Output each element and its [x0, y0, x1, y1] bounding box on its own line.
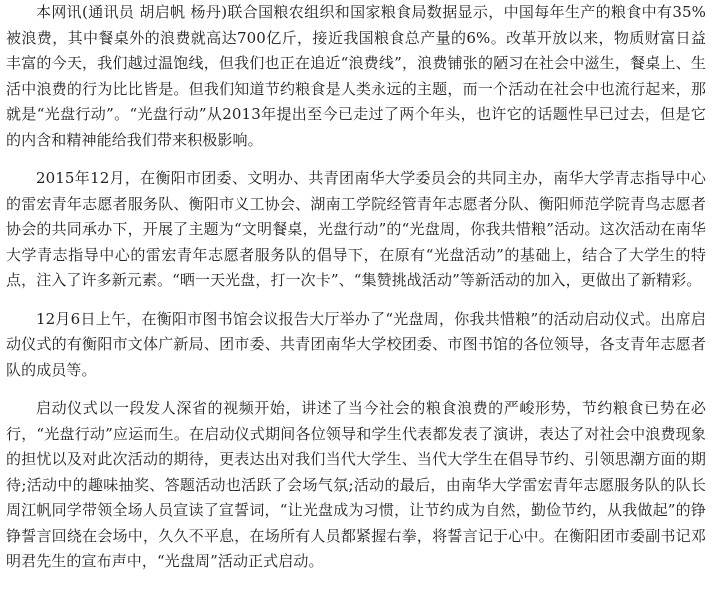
article-paragraph-ceremony: 12月6日上午，在衡阳市图书馆会议报告大厅举办了“光盘周，你我共惜粮”的活动启动仪式。出席启动仪式的有衡阳市文体广新局、团市委、共青团南华大学校团委、市图书馆的各位领导，各支青年志愿者队的成员等。	[6, 309, 706, 379]
article-paragraph-organizers: 2015年12月，在衡阳市团委、文明办、共青团南华大学委员会的共同主办，南华大学青志指导中心的雷宏青年志愿者服务队、衡阳市义工协会、湖南工学院经管青年志愿者分队、衡阳师范学院青鸟志愿者协会的共同承办下，开展了主题为“文明餐桌，光盘行动”的“光盘周，你我共惜粮”活动。这次活动在南华大学青志指导中心的雷宏青年志愿者服务队的倡导下，在原有“光盘活动”的基础上，结合了大学生的特点，注入了许多新元素。“晒一天光盘，打一次卡”、“集赞挑战活动”等新活动的加入，更做出了新精彩。	[6, 169, 706, 289]
article-paragraph-intro: 本网讯(通讯员 胡启帆 杨丹)联合国粮农组织和国家粮食局数据显示，中国每年生产的粮食中有35%被浪费，其中餐桌外的浪费就高达700亿斤，接近我国粮食总产量的6%。改革开放以来，物质财富日益丰富的今天，我们越过温饱线，但我们也正在追近“浪费线”，浪费铺张的陋习在社会中滋生，餐桌上、生活中浪费的行为比比皆是。但我们知道节约粮食是人类永远的主题，而一个活动在社会中也流行起来，那就是“光盘行动”。“光盘行动”从2013年提出至今已走过了两个年头，也许它的话题性早已过去，但是它的内含和精神能给我们带来积极影响。	[6, 3, 706, 149]
article-paragraph-launch: 启动仪式以一段发人深省的视频开始，讲述了当今社会的粮食浪费的严峻形势，节约粮食已势在必行，“光盘行动”应运而生。在启动仪式期间各位领导和学生代表都发表了演讲，表达了对社会中浪费现象的担忧以及对此次活动的期待，更表达出对我们当代大学生、当代大学生在倡导节约、引领思潮方面的期待;活动中的趣味抽奖、答题活动也活跃了会场气氛;活动的最后，由南华大学雷宏青年志愿服务队的队长周江帆同学带领全场人员宣读了宣誓词，“让光盘成为习惯，让节约成为自然，勤俭节约，从我做起”的铮铮誓言回绕在会场中，久久不平息，在场所有人员都紧握右拳，将誓言记于心中。在衡阳团市委副书记邓明君先生的宣布声中，“光盘周”活动正式启动。	[6, 399, 706, 570]
article-body	[6, 0, 706, 575]
